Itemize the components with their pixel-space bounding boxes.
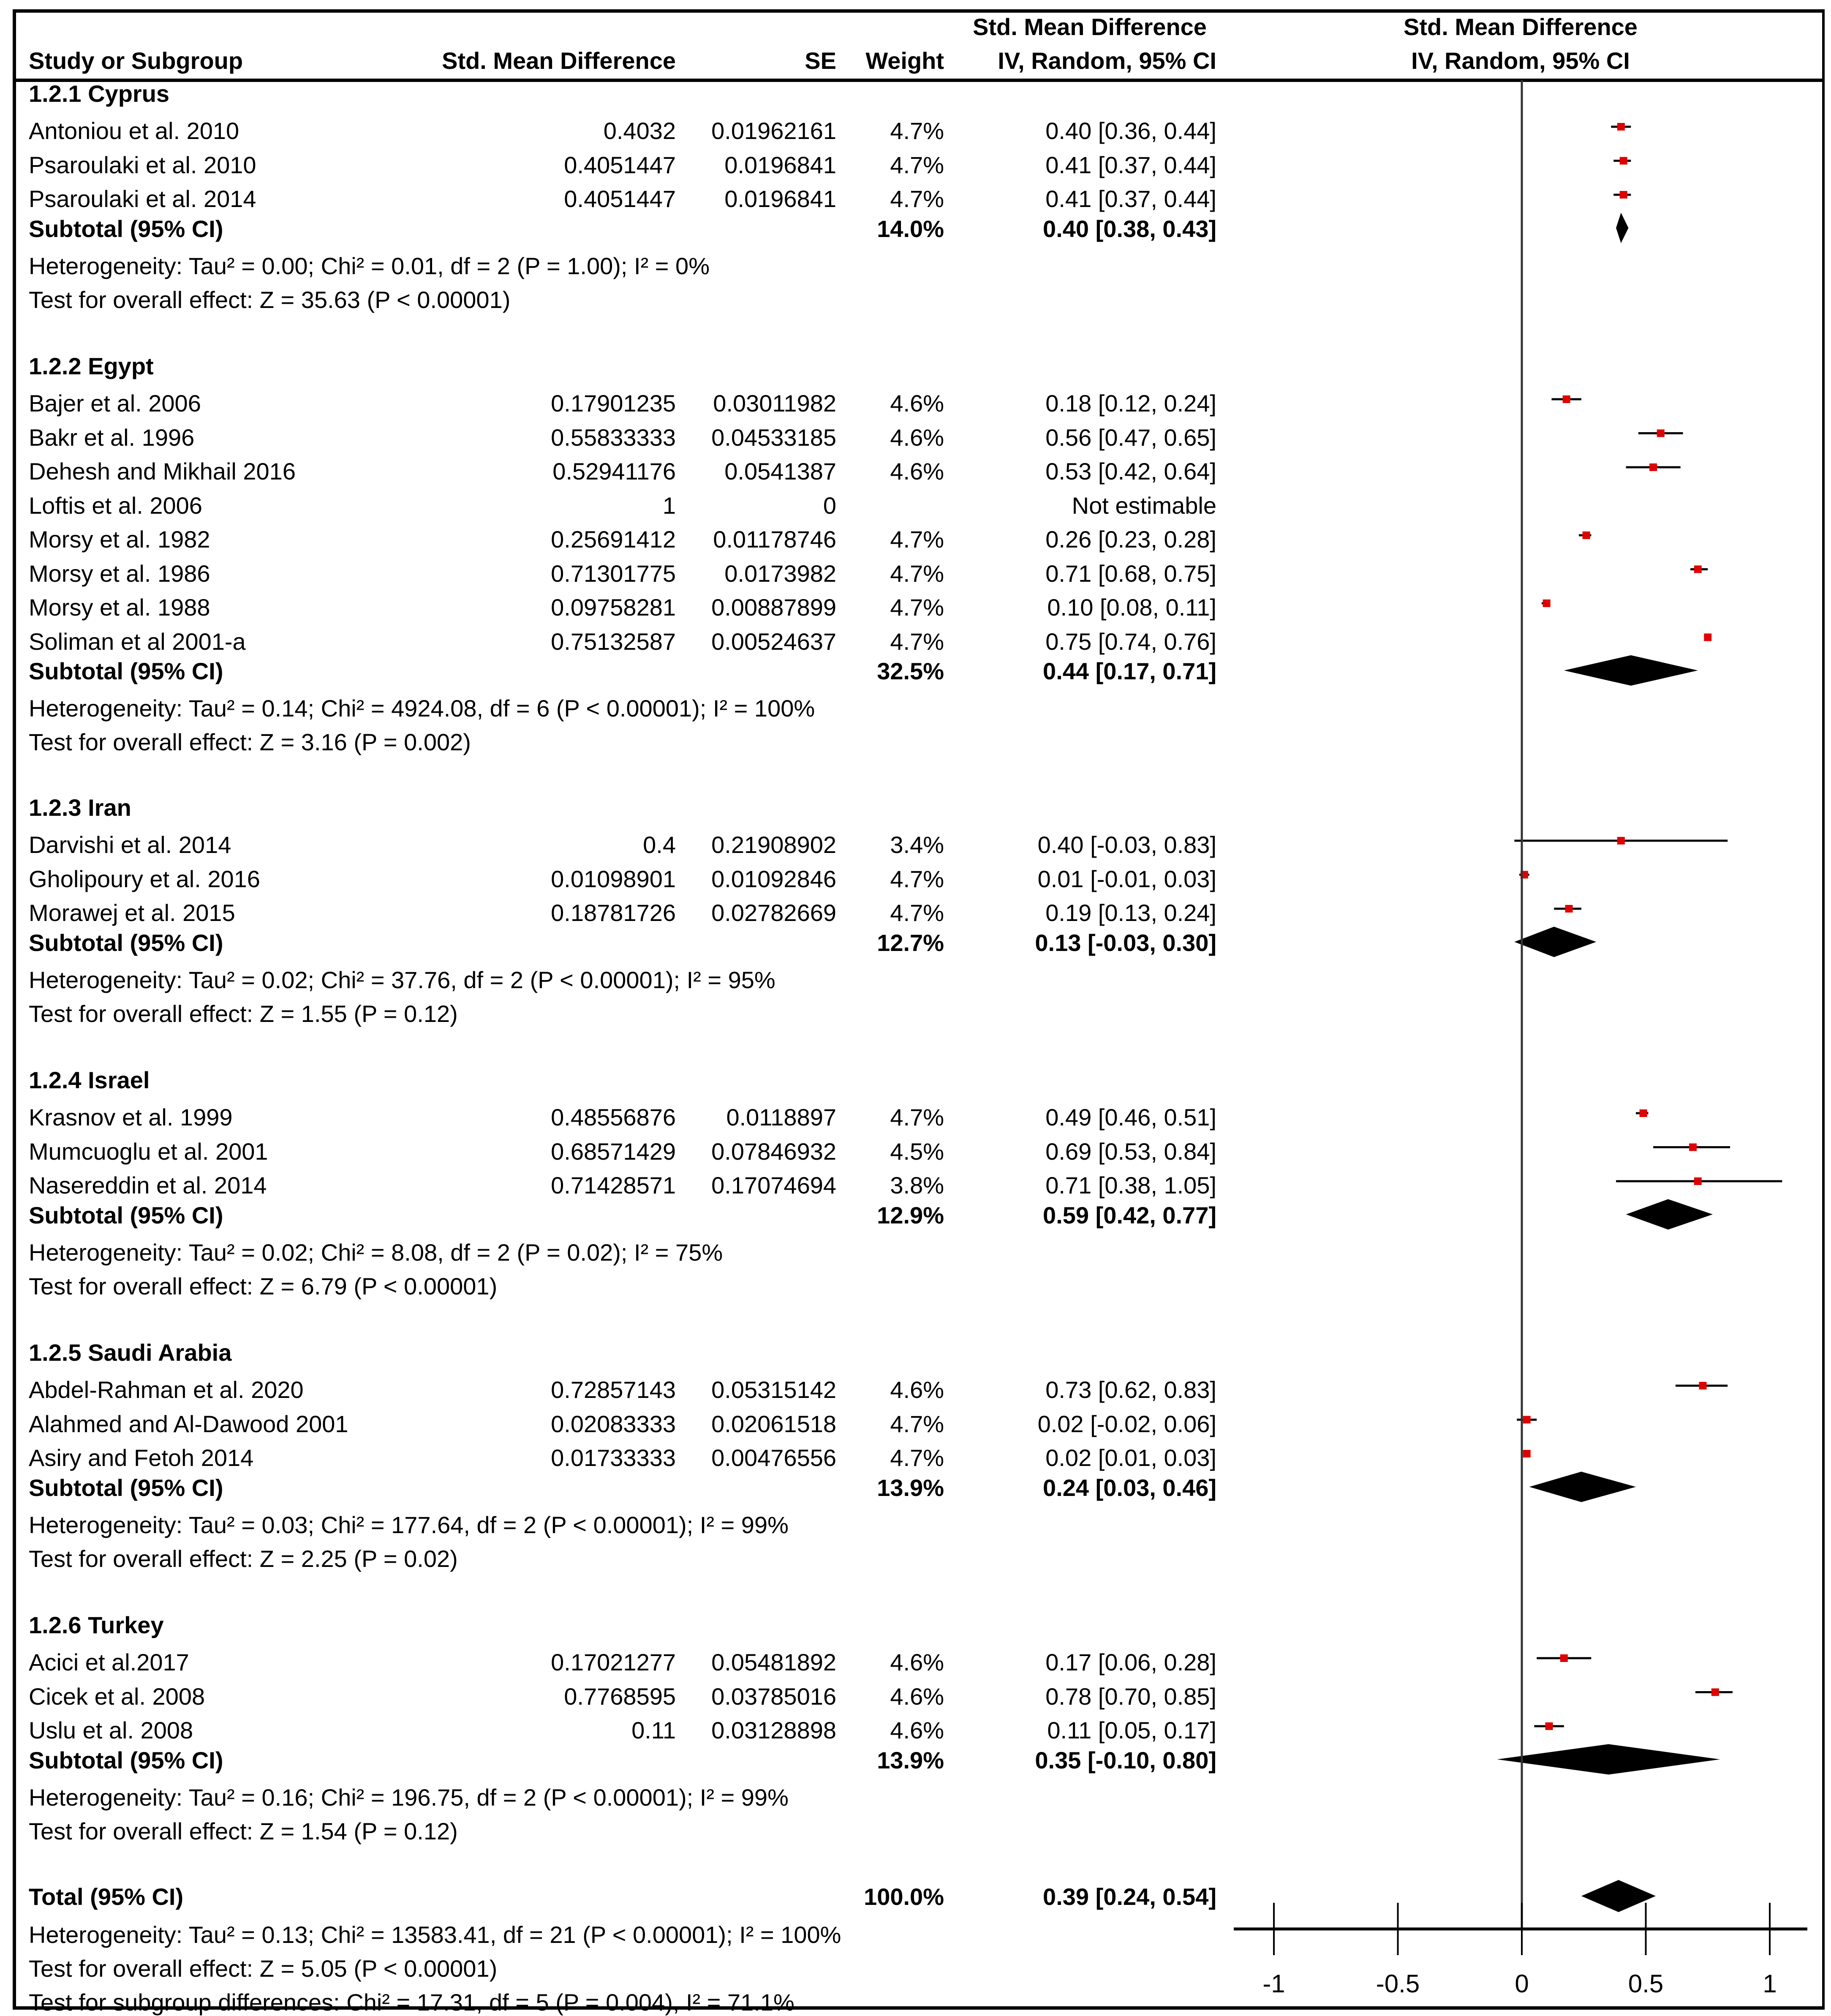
study-se: 0.00476556 (711, 1444, 836, 1471)
study-name: Bakr et al. 1996 (29, 424, 195, 451)
overall-effect-text: Test for overall effect: Z = 2.25 (P = 0.02) (29, 1545, 458, 1572)
study-ci: 0.11 [0.05, 0.17] (1047, 1717, 1216, 1744)
study-weight: 4.6% (890, 1683, 944, 1710)
study-name: Dehesh and Mikhail 2016 (29, 458, 296, 485)
study-name: Morsy et al. 1986 (29, 560, 210, 587)
study-weight: 4.6% (890, 458, 944, 485)
study-smd: 0.25691412 (551, 526, 676, 553)
study-smd: 0.18781726 (551, 899, 676, 926)
study-weight: 4.7% (890, 1444, 944, 1471)
study-name: Krasnov et al. 1999 (29, 1104, 233, 1131)
study-smd: 0.55833333 (551, 424, 676, 451)
overall-effect-text: Test for overall effect: Z = 1.55 (P = 0.12) (29, 1000, 458, 1027)
study-se: 0.0196841 (724, 185, 836, 212)
overall-effect-text: Test for overall effect: Z = 35.63 (P < 0.00001) (29, 286, 511, 313)
study-se: 0.17074694 (711, 1172, 836, 1199)
study-ci: Not estimable (1072, 492, 1216, 519)
study-weight: 4.7% (890, 1410, 944, 1437)
study-ci: 0.71 [0.68, 0.75] (1045, 560, 1216, 587)
study-se: 0.03128898 (711, 1717, 836, 1744)
header-plot-line2: IV, Random, 95% CI (1411, 47, 1630, 74)
study-smd: 0.48556876 (551, 1104, 676, 1131)
study-name: Asiry and Fetoh 2014 (29, 1444, 254, 1471)
study-se: 0.00524637 (711, 628, 836, 655)
overall-effect-text: Test for overall effect: Z = 1.54 (P = 0.12) (29, 1817, 458, 1844)
study-se: 0.02061518 (711, 1410, 836, 1437)
study-se: 0.05315142 (711, 1376, 836, 1403)
study-ci: 0.71 [0.38, 1.05] (1045, 1172, 1216, 1199)
study-weight: 3.8% (890, 1172, 944, 1199)
study-smd: 0.4 (643, 831, 676, 858)
study-smd: 0.52941176 (552, 458, 676, 485)
heterogeneity-text: Heterogeneity: Tau² = 0.02; Chi² = 37.76, df = 2 (P < 0.00001); I² = 95% (29, 966, 775, 993)
study-ci: 0.56 [0.47, 0.65] (1045, 424, 1216, 451)
study-name: Abdel-Rahman et al. 2020 (29, 1376, 304, 1403)
subtotal-weight: 13.9% (877, 1746, 944, 1774)
total-heterogeneity-text: Heterogeneity: Tau² = 0.13; Chi² = 13583.41, df = 21 (P < 0.00001); I² = 100% (29, 1921, 841, 1948)
study-se: 0.0118897 (726, 1104, 836, 1131)
subtotal-weight: 12.7% (877, 929, 944, 956)
header-ci-line2: IV, Random, 95% CI (998, 47, 1216, 74)
x-axis-tick-label: -1 (1262, 1970, 1285, 1998)
study-name: Nasereddin et al. 2014 (29, 1172, 267, 1199)
study-smd: 0.4032 (603, 117, 676, 144)
study-se: 0.0173982 (724, 560, 836, 587)
study-smd: 0.71301775 (551, 560, 676, 587)
study-weight: 4.6% (890, 390, 944, 417)
study-se: 0 (823, 492, 836, 519)
study-weight: 4.7% (890, 185, 944, 212)
study-ci: 0.17 [0.06, 0.28] (1045, 1649, 1216, 1675)
study-name: Gholipoury et al. 2016 (29, 865, 260, 892)
study-ci: 0.78 [0.70, 0.85] (1045, 1683, 1216, 1710)
x-axis-tick-label: 0.5 (1628, 1970, 1664, 1998)
study-se: 0.03011982 (713, 390, 836, 417)
study-smd: 0.17901235 (551, 390, 676, 417)
subgroup-title: 1.2.4 Israel (29, 1067, 150, 1093)
subtotal-weight: 14.0% (877, 215, 944, 242)
study-weight: 4.7% (890, 1104, 944, 1131)
study-weight: 4.7% (890, 151, 944, 178)
study-name: Morsy et al. 1982 (29, 526, 210, 553)
study-ci: 0.26 [0.23, 0.28] (1045, 526, 1216, 553)
subtotal-weight: 12.9% (877, 1201, 944, 1229)
study-se: 0.03785016 (711, 1683, 836, 1710)
subtotal-ci: 0.35 [-0.10, 0.80] (1035, 1746, 1216, 1774)
study-name: Uslu et al. 2008 (29, 1717, 193, 1744)
header-plot-line1: Std. Mean Difference (1404, 14, 1638, 40)
study-weight: 4.7% (890, 117, 944, 144)
study-weight: 4.7% (890, 594, 944, 621)
study-se: 0.0541387 (724, 458, 836, 485)
study-smd: 0.4051447 (564, 151, 676, 178)
study-ci: 0.02 [0.01, 0.03] (1045, 1444, 1216, 1471)
subgroup-title: 1.2.3 Iran (29, 794, 131, 821)
study-weight: 4.7% (890, 526, 944, 553)
study-ci: 0.19 [0.13, 0.24] (1045, 899, 1216, 926)
study-smd: 0.02083333 (551, 1410, 676, 1437)
subtotal-ci: 0.24 [0.03, 0.46] (1043, 1474, 1216, 1501)
heterogeneity-text: Heterogeneity: Tau² = 0.14; Chi² = 4924.08, df = 6 (P < 0.00001); I² = 100% (29, 695, 815, 722)
study-smd: 1 (662, 492, 676, 519)
study-weight: 4.6% (890, 1717, 944, 1744)
study-smd: 0.01733333 (551, 1444, 676, 1471)
total-overall-effect-text: Test for overall effect: Z = 5.05 (P < 0.00001) (29, 1955, 498, 1982)
study-name: Psaroulaki et al. 2014 (29, 185, 256, 212)
subtotal-label: Subtotal (95% CI) (29, 929, 223, 956)
heterogeneity-text: Heterogeneity: Tau² = 0.00; Chi² = 0.01, df = 2 (P = 1.00); I² = 0% (29, 252, 710, 279)
study-name: Antoniou et al. 2010 (29, 117, 239, 144)
subtotal-ci: 0.59 [0.42, 0.77] (1043, 1201, 1216, 1229)
subgroup-title: 1.2.5 Saudi Arabia (29, 1339, 232, 1366)
study-name: Mumcuoglu et al. 2001 (29, 1138, 268, 1165)
heterogeneity-text: Heterogeneity: Tau² = 0.02; Chi² = 8.08, df = 2 (P = 0.02); I² = 75% (29, 1239, 723, 1266)
study-name: Cicek et al. 2008 (29, 1683, 205, 1710)
study-smd: 0.72857143 (551, 1376, 676, 1403)
study-ci: 0.41 [0.37, 0.44] (1045, 151, 1216, 178)
study-smd: 0.7768595 (564, 1683, 676, 1710)
study-weight: 4.5% (890, 1138, 944, 1165)
x-axis-tick-label: -0.5 (1376, 1970, 1420, 1998)
overall-effect-text: Test for overall effect: Z = 3.16 (P = 0.002) (29, 729, 471, 755)
subtotal-label: Subtotal (95% CI) (29, 215, 223, 242)
study-se: 0.21908902 (711, 831, 836, 858)
study-se: 0.02782669 (711, 899, 836, 926)
study-weight: 4.6% (890, 424, 944, 451)
study-name: Alahmed and Al-Dawood 2001 (29, 1410, 348, 1437)
study-smd: 0.11 (631, 1717, 676, 1744)
study-smd: 0.4051447 (564, 185, 676, 212)
study-ci: 0.69 [0.53, 0.84] (1045, 1138, 1216, 1165)
total-weight: 100.0% (864, 1883, 944, 1910)
study-name: Loftis et al. 2006 (29, 492, 202, 519)
overall-effect-text: Test for overall effect: Z = 6.79 (P < 0.00001) (29, 1272, 498, 1300)
header-ci-line1: Std. Mean Difference (973, 14, 1207, 40)
study-ci: 0.01 [-0.01, 0.03] (1037, 865, 1216, 892)
total-label: Total (95% CI) (29, 1883, 184, 1910)
header-smd: Std. Mean Difference (442, 47, 676, 74)
study-ci: 0.73 [0.62, 0.83] (1045, 1376, 1216, 1403)
study-weight: 3.4% (890, 831, 944, 858)
subtotal-label: Subtotal (95% CI) (29, 658, 223, 684)
subtotal-ci: 0.44 [0.17, 0.71] (1043, 658, 1216, 684)
study-name: Acici et al.2017 (29, 1649, 189, 1675)
study-weight: 4.7% (890, 899, 944, 926)
subtotal-label: Subtotal (95% CI) (29, 1474, 223, 1501)
study-weight: 4.6% (890, 1649, 944, 1675)
subtotal-ci: 0.40 [0.38, 0.43] (1043, 215, 1216, 242)
subtotal-ci: 0.13 [-0.03, 0.30] (1035, 929, 1216, 956)
header-separator (13, 79, 1825, 82)
study-name: Bajer et al. 2006 (29, 390, 201, 417)
study-ci: 0.02 [-0.02, 0.06] (1037, 1410, 1216, 1437)
subgroup-title: 1.2.2 Egypt (29, 353, 154, 379)
study-se: 0.07846932 (711, 1138, 836, 1165)
study-se: 0.04533185 (711, 424, 836, 451)
study-ci: 0.40 [0.36, 0.44] (1045, 117, 1216, 144)
study-smd: 0.75132587 (551, 628, 676, 655)
study-se: 0.01092846 (711, 865, 836, 892)
study-se: 0.05481892 (711, 1649, 836, 1675)
study-se: 0.00887899 (711, 594, 836, 621)
x-axis-tick-label: 1 (1763, 1970, 1777, 1998)
study-ci: 0.18 [0.12, 0.24] (1045, 390, 1216, 417)
study-weight: 4.7% (890, 865, 944, 892)
heterogeneity-text: Heterogeneity: Tau² = 0.16; Chi² = 196.75, df = 2 (P < 0.00001); I² = 99% (29, 1784, 789, 1811)
study-name: Morawej et al. 2015 (29, 899, 235, 926)
total-ci: 0.39 [0.24, 0.54] (1043, 1883, 1216, 1910)
study-smd: 0.17021277 (551, 1649, 676, 1675)
study-se: 0.01962161 (711, 117, 836, 144)
subgroup-title: 1.2.1 Cyprus (29, 80, 170, 107)
study-ci: 0.53 [0.42, 0.64] (1045, 458, 1216, 485)
subtotal-weight: 32.5% (877, 658, 944, 684)
subgroup-differences-text: Test for subgroup differences: Chi² = 17.31, df = 5 (P = 0.004), I² = 71.1% (29, 1989, 794, 2016)
study-name: Morsy et al. 1988 (29, 594, 210, 621)
x-axis-tick-label: 0 (1515, 1970, 1529, 1998)
study-name: Soliman et al 2001-a (29, 628, 246, 655)
study-ci: 0.75 [0.74, 0.76] (1045, 628, 1216, 655)
study-name: Psaroulaki et al. 2010 (29, 151, 256, 178)
heterogeneity-text: Heterogeneity: Tau² = 0.03; Chi² = 177.64, df = 2 (P < 0.00001); I² = 99% (29, 1511, 789, 1538)
study-ci: 0.41 [0.37, 0.44] (1045, 185, 1216, 212)
study-ci: 0.10 [0.08, 0.11] (1047, 594, 1216, 621)
subgroup-title: 1.2.6 Turkey (29, 1612, 164, 1638)
study-se: 0.01178746 (713, 526, 836, 553)
header-weight: Weight (865, 47, 944, 74)
subtotal-weight: 13.9% (877, 1474, 944, 1501)
header-study: Study or Subgroup (29, 47, 243, 74)
study-ci: 0.49 [0.46, 0.51] (1045, 1104, 1216, 1131)
study-smd: 0.01098901 (551, 865, 676, 892)
study-smd: 0.09758281 (551, 594, 676, 621)
subtotal-label: Subtotal (95% CI) (29, 1746, 223, 1774)
header-se: SE (805, 47, 836, 74)
study-smd: 0.68571429 (551, 1138, 676, 1165)
study-name: Darvishi et al. 2014 (29, 831, 231, 858)
study-se: 0.0196841 (724, 151, 836, 178)
study-weight: 4.6% (890, 1376, 944, 1403)
subtotal-label: Subtotal (95% CI) (29, 1201, 223, 1229)
study-ci: 0.40 [-0.03, 0.83] (1037, 831, 1216, 858)
study-weight: 4.7% (890, 628, 944, 655)
study-weight: 4.7% (890, 560, 944, 587)
study-smd: 0.71428571 (551, 1172, 676, 1199)
